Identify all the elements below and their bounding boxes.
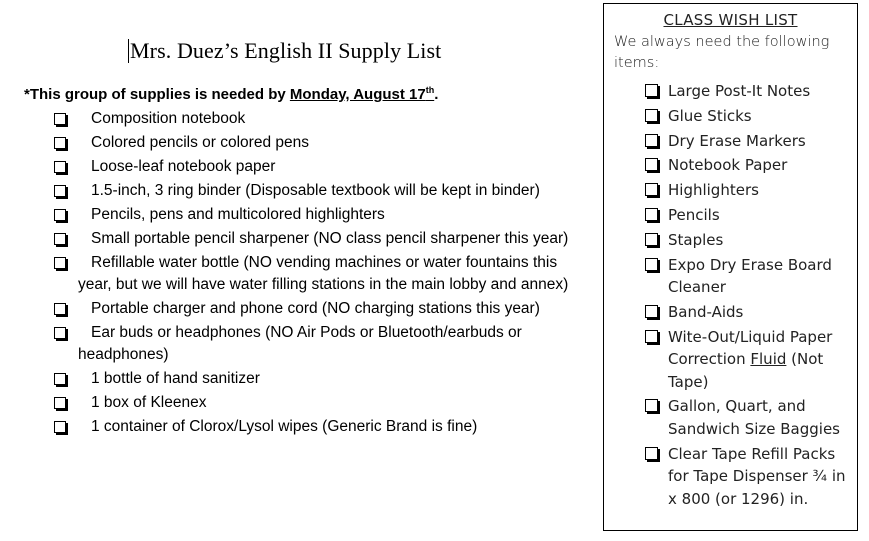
supply-item-text: Ear buds or headphones (NO Air Pods or Bluetooth/earbuds or headphones) [78,324,522,363]
supply-item-text: 1 bottle of hand sanitizer [91,370,260,387]
wish-item-text: Wite-Out/Liquid Paper Correction [668,327,833,369]
page-title [128,38,488,64]
wish-item-text: Dry Erase Markers [668,131,806,150]
checkbox-icon [645,305,658,318]
checkbox-icon [54,209,66,221]
wish-list-title: CLASS WISH LIST [663,11,798,29]
wish-list-item [604,130,857,153]
wish-list-item [604,443,857,511]
supply-item [52,108,592,130]
checkbox-icon [54,421,66,433]
checkbox-icon [54,161,66,173]
supply-item-text: Composition notebook [91,110,246,127]
class-wish-list-panel [603,3,858,531]
checkbox-icon [54,137,66,149]
wish-item-text: Highlighters [668,181,759,200]
wish-list-intro: We always need the following items: [614,34,830,71]
checkbox-icon [645,109,658,122]
supply-item [52,132,592,154]
checkbox-icon [645,258,658,271]
supply-item [52,322,592,366]
wish-item-text: Gallon, Quart, and Sandwich Size Baggies [668,397,840,438]
checkbox-icon [54,373,66,385]
supply-item-text: Refillable water bottle (NO vending machines or water fountains this year, but we will have water filling stations in the main lobby and annex) [78,254,569,293]
checkbox-icon [54,185,66,197]
wish-list [604,80,857,510]
deadline-end: . [434,86,439,103]
page-title-text: Mrs. Duez’s English II Supply List [130,38,442,63]
supply-item-text: Loose-leaf notebook paper [91,158,276,175]
deadline-prefix: *This group of supplies is needed by [24,86,290,103]
checkbox-icon [645,183,658,196]
wish-item-text: Large Post-It Notes [668,82,811,100]
deadline-date [290,86,434,103]
supply-item [52,298,592,320]
supply-item [52,252,592,296]
supply-item-text: 1.5-inch, 3 ring binder (Disposable textbook will be kept in binder) [91,182,540,199]
wish-list-item [604,154,857,177]
checkbox-icon [645,447,658,460]
wish-item-suffix: (Not Tape) [668,350,824,391]
text-cursor [128,39,129,63]
wish-item-text: Expo Dry Erase Board Cleaner [668,255,832,297]
deadline-date-text: Monday, August 17 [289,86,426,103]
checkbox-icon [54,327,66,339]
deadline-date-suffix: th [425,85,435,95]
supply-item-text: Pencils, pens and multicolored highlighters [91,206,385,223]
checkbox-icon [645,208,658,221]
checkbox-icon [645,399,658,412]
deadline-note [24,85,438,103]
supply-item [52,204,592,226]
checkbox-icon [645,134,658,147]
supply-item [52,392,592,414]
supply-item-text: Colored pencils or colored pens [91,134,309,151]
wish-list-item [604,204,857,227]
wish-item-text: Band-Aids [668,302,744,321]
supply-item [52,228,592,250]
checkbox-icon [54,113,66,125]
supply-item-text: Portable charger and phone cord (NO charging stations this year) [91,300,540,317]
supply-item [52,368,592,390]
wish-item-text: Clear Tape Refill Packs for Tape Dispenser ¾ in x 800 (or 1296) in. [668,444,846,508]
checkbox-icon [645,84,658,97]
supply-item [52,180,592,202]
checkbox-icon [645,233,658,246]
wish-list-item [604,301,857,324]
checkbox-icon [645,330,658,343]
wish-item-text: Notebook Paper [668,156,788,175]
wish-list-item [604,326,857,394]
supply-list [52,108,592,440]
wish-item-text: Staples [668,230,724,249]
checkbox-icon [54,397,66,409]
checkbox-icon [54,233,66,245]
wish-list-item [604,229,857,252]
checkbox-icon [645,158,658,171]
wish-item-emphasis: Fluid [750,350,787,369]
supply-item [52,156,592,178]
supply-item-text: Small portable pencil sharpener (NO class pencil sharpener this year) [91,230,569,247]
wish-item-text: Glue Sticks [668,106,752,125]
supply-item-text: 1 container of Clorox/Lysol wipes (Generic Brand is fine) [91,418,478,435]
wish-list-item [604,179,857,202]
checkbox-icon [54,303,66,315]
wish-list-item [604,254,857,299]
wish-list-item [604,80,857,103]
supply-item-text: 1 box of Kleenex [91,394,207,411]
wish-list-item [604,105,857,128]
supply-item [52,416,592,438]
wish-item-text: Pencils [668,205,720,224]
checkbox-icon [54,257,66,269]
wish-list-item [604,395,857,440]
